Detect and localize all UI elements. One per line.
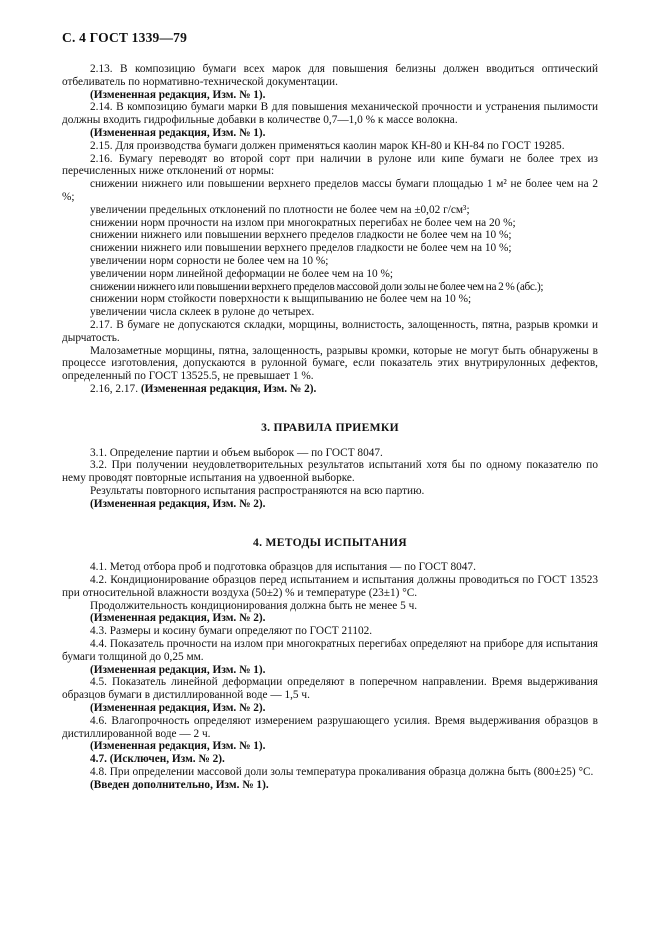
paragraph: 3.2. При получении неудовлетворительных результатов испытаний хотя бы по одному показателю по нему проводят повторные испытания на удвоенной выборке.	[62, 459, 598, 485]
section-heading: 4. МЕТОДЫ ИСПЫТАНИЯ	[253, 535, 407, 549]
amendment-note: (Измененная редакция, Изм. № 2).	[90, 612, 266, 625]
paragraph: 4.8. При определении массовой доли золы температура прокаливания образца должна быть (800±25) °С.	[90, 766, 594, 779]
amendment-note	[62, 383, 598, 396]
list-item: снижении норм стойкости поверхности к выщипыванию не более чем на 10 %;	[90, 293, 472, 306]
section-heading: 3. ПРАВИЛА ПРИЕМКИ	[261, 420, 399, 434]
paragraph: 4.3. Размеры и косину бумаги определяют по ГОСТ 21102.	[90, 625, 373, 638]
paragraph: 2.15. Для производства бумаги должен применяться каолин марок КН-80 и КН-84 по ГОСТ 19285.	[90, 139, 565, 152]
amendment-note: 4.7. (Исключен, Изм. № 2).	[90, 753, 225, 766]
amendment-note: (Измененная редакция, Изм. № 1).	[90, 740, 266, 753]
paragraph: 4.2. Кондиционирование образцов перед испытанием и испытания должны проводиться по ГОСТ 13523 при относительной влажности воздуха (50±2) % и температуре (23±1) °С.	[62, 574, 598, 599]
amendment-text: (Измененная редакция, Изм. № 2).	[140, 382, 317, 395]
document-body	[62, 63, 598, 792]
list-item: увеличении предельных отклонений по плотности не более чем на ±0,02 г/см³;	[90, 203, 470, 216]
paragraph: 4.6. Влагопрочность определяют измерением разрушающего усилия. Время выдерживания образцов в дистиллированной воде — 2 ч.	[62, 714, 598, 740]
page-header: С. 4 ГОСТ 1339—79	[62, 30, 188, 45]
amendment-note: (Измененная редакция, Изм. № 1).	[90, 126, 266, 139]
paragraph: Результаты повторного испытания распространяются на всю партию.	[90, 484, 425, 497]
paragraph: 2.17. В бумаге не допускаются складки, морщины, волнистость, залощенность, пятна, разрыв кромки и дырчатость.	[62, 318, 598, 344]
list-item: снижении нижнего или повышении верхнего пределов гладкости не более чем на 10 %;	[90, 242, 512, 255]
list-item: увеличении норм линейной деформации не более чем на 10 %;	[90, 267, 394, 280]
paragraph: Малозаметные морщины, пятна, залощенность, разрывы кромки, которые не могут быть обнаружены в процессе изготовления, допускаются в рулонной бумаге, если показатель этих внутрирулонных дефектов, определенный по ГОСТ 13525.5, не превышает 1 %.	[62, 344, 598, 383]
list-item: снижении нижнего или повышении верхнего пределов гладкости не более чем на 10 %;	[90, 229, 512, 242]
list-item: увеличении числа склеек в рулоне до четырех.	[90, 306, 315, 319]
list-item: снижении нижнего или повышении верхнего пределов массовой доли золы не более чем на 2 % (абс.);	[90, 280, 544, 293]
paragraph: 4.4. Показатель прочности на излом при многократных перегибах определяют на приборе для испытания бумаги толщиной до 0,25 мм.	[62, 638, 598, 663]
paragraph: 3.1. Определение партии и объем выборок — по ГОСТ 8047.	[90, 446, 383, 459]
amendment-note: (Введен дополнительно, Изм. № 1).	[90, 778, 269, 791]
list-item: снижении норм прочности на излом при многократных перегибах не более чем на 20 %;	[90, 216, 516, 229]
paragraph: 4.5. Показатель линейной деформации определяют в поперечном направлении. Время выдерживания образцов бумаги в дистиллированной воде — 1,5 ч.	[62, 676, 598, 702]
paragraph: снижении нижнего или повышении верхнего пределов массы бумаги площадью 1 м² не более чем на 2 %;	[62, 178, 598, 203]
paragraph: Продолжительность кондиционирования должна быть не менее 5 ч.	[90, 599, 418, 612]
clause-refs: 2.16, 2.17.	[90, 382, 139, 395]
paragraph: 4.1. Метод отбора проб и подготовка образцов для испытания — по ГОСТ 8047.	[90, 561, 476, 574]
amendment-note: (Измененная редакция, Изм. № 2).	[90, 497, 266, 510]
amendment-note: (Измененная редакция, Изм. № 2).	[90, 702, 266, 715]
amendment-note: (Измененная редакция, Изм. № 1).	[90, 663, 266, 676]
amendment-note: (Измененная редакция, Изм. № 1).	[90, 88, 266, 101]
paragraph: 2.16. Бумагу переводят во второй сорт при наличии в рулоне или кипе бумаги не более трех из перечисленных ниже отклонений от нормы:	[62, 152, 598, 178]
paragraph: 2.13. В композицию бумаги всех марок для повышения белизны должен вводиться оптический отбеливатель по нормативно-технической документации.	[62, 63, 598, 88]
list-item: увеличении норм сорности не более чем на 10 %;	[90, 254, 329, 267]
paragraph: 2.14. В композицию бумаги марки В для повышения механической прочности и устранения пылимости должны входить гидрофильные добавки в количестве 0,7—1,0 % к массе волокна.	[62, 101, 598, 127]
